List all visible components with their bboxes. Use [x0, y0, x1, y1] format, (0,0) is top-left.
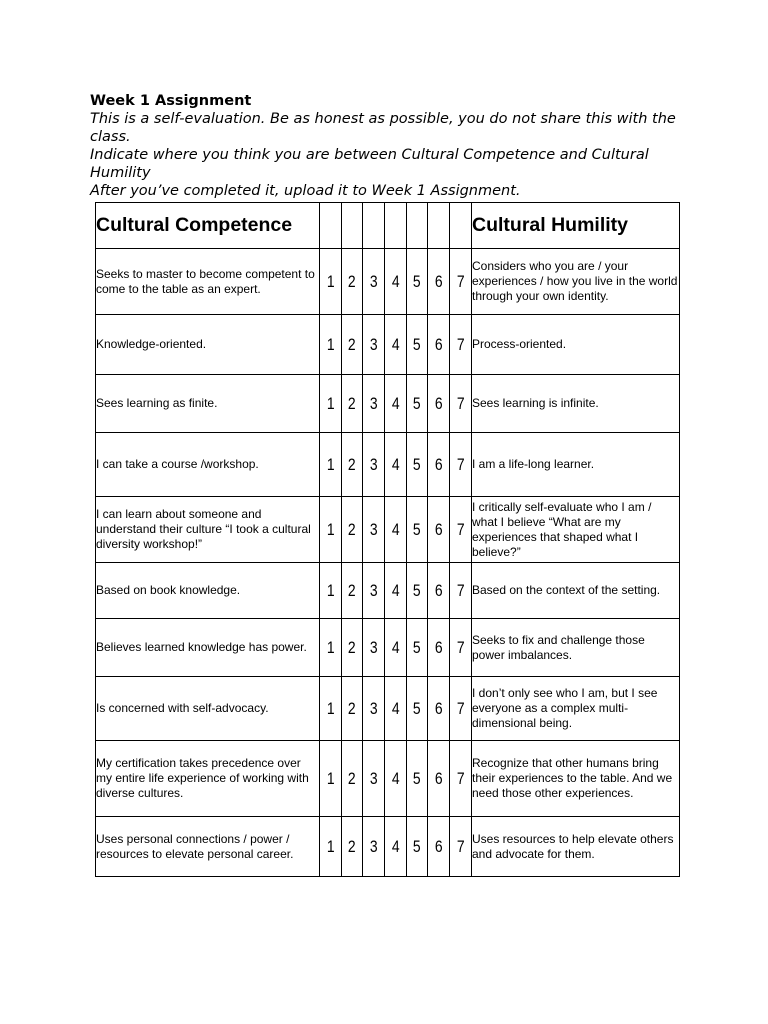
scale-number: 7 [456, 698, 465, 718]
scale-option-1[interactable] [320, 741, 342, 817]
scale-option-5[interactable] [407, 249, 428, 315]
scale-option-2[interactable] [342, 433, 363, 497]
scale-option-6[interactable] [428, 619, 450, 677]
scale-number: 1 [326, 580, 335, 600]
scale-number: 1 [326, 334, 335, 354]
scale-number: 3 [369, 454, 378, 474]
scale-option-3[interactable] [363, 249, 385, 315]
scale-option-6[interactable] [428, 315, 450, 375]
table-row [96, 817, 680, 877]
scale-option-7[interactable] [450, 375, 472, 433]
scale-number: 7 [456, 836, 465, 856]
scale-number: 4 [391, 580, 400, 600]
scale-option-1[interactable] [320, 249, 342, 315]
scale-option-6[interactable] [428, 817, 450, 877]
scale-number: 6 [434, 334, 443, 354]
scale-option-3[interactable] [363, 497, 385, 563]
scale-option-4[interactable] [385, 375, 407, 433]
scale-number: 6 [434, 271, 443, 291]
table-row [96, 741, 680, 817]
table-row [96, 677, 680, 741]
table-row [96, 249, 680, 315]
scale-number: 5 [413, 698, 421, 718]
scale-number: 5 [413, 836, 421, 856]
scale-number: 5 [413, 519, 421, 539]
scale-number: 6 [434, 580, 443, 600]
scale-number: 2 [348, 580, 356, 600]
heading-cultural-competence: Cultural Competence [96, 203, 320, 249]
scale-option-7[interactable] [450, 563, 472, 619]
scale-number: 5 [413, 768, 421, 788]
scale-option-7[interactable] [450, 619, 472, 677]
competence-statement: Believes learned knowledge has power. [96, 619, 320, 677]
scale-number: 6 [434, 454, 443, 474]
scale-option-6[interactable] [428, 563, 450, 619]
humility-statement: Considers who you are / your experiences / how you live in the world through your own identity. [472, 249, 680, 315]
humility-statement: Recognize that other humans bring their experiences to the table. And we need those other experiences. [472, 741, 680, 817]
scale-option-5[interactable] [407, 315, 428, 375]
scale-number: 1 [326, 698, 335, 718]
scale-option-4[interactable] [385, 619, 407, 677]
scale-number: 2 [348, 519, 356, 539]
scale-option-3[interactable] [363, 677, 385, 741]
scale-option-7[interactable] [450, 315, 472, 375]
heading-scale-blank [407, 203, 428, 249]
scale-option-4[interactable] [385, 249, 407, 315]
competence-statement: Seeks to master to become competent to come to the table as an expert. [96, 249, 320, 315]
scale-number: 5 [413, 393, 421, 413]
scale-option-2[interactable] [342, 249, 363, 315]
scale-option-5[interactable] [407, 433, 428, 497]
scale-option-3[interactable] [363, 741, 385, 817]
scale-number: 2 [348, 836, 356, 856]
humility-statement: I critically self-evaluate who I am / what I believe “What are my experiences that shaped what I believe?” [472, 497, 680, 563]
scale-option-6[interactable] [428, 249, 450, 315]
scale-number: 3 [369, 334, 378, 354]
scale-number: 3 [369, 393, 378, 413]
scale-number: 1 [326, 454, 335, 474]
scale-number: 1 [326, 836, 335, 856]
scale-number: 3 [369, 271, 378, 291]
scale-number: 6 [434, 698, 443, 718]
humility-statement: I don’t only see who I am, but I see everyone as a complex multi-dimensional being. [472, 677, 680, 741]
scale-option-2[interactable] [342, 677, 363, 741]
competence-statement: My certification takes precedence over my entire life experience of working with diverse cultures. [96, 741, 320, 817]
scale-option-1[interactable] [320, 375, 342, 433]
scale-option-4[interactable] [385, 497, 407, 563]
scale-option-3[interactable] [363, 563, 385, 619]
table-row [96, 619, 680, 677]
table-row [96, 375, 680, 433]
competence-statement: Is concerned with self-advocacy. [96, 677, 320, 741]
scale-number: 7 [456, 580, 465, 600]
self-evaluation-table [95, 202, 680, 877]
scale-option-6[interactable] [428, 497, 450, 563]
scale-number: 7 [456, 454, 465, 474]
scale-option-3[interactable] [363, 375, 385, 433]
table-row [96, 563, 680, 619]
scale-option-5[interactable] [407, 497, 428, 563]
scale-number: 6 [434, 836, 443, 856]
scale-number: 2 [348, 768, 356, 788]
competence-statement: I can learn about someone and understand their culture “I took a cultural diversity workshop!” [96, 497, 320, 563]
heading-scale-blank [385, 203, 407, 249]
scale-option-5[interactable] [407, 817, 428, 877]
scale-number: 6 [434, 637, 443, 657]
scale-option-2[interactable] [342, 741, 363, 817]
assignment-header [90, 92, 680, 200]
scale-number: 7 [456, 637, 465, 657]
competence-statement: I can take a course /workshop. [96, 433, 320, 497]
scale-option-7[interactable] [450, 433, 472, 497]
scale-number: 6 [434, 768, 443, 788]
scale-option-3[interactable] [363, 619, 385, 677]
scale-number: 4 [391, 271, 400, 291]
scale-option-1[interactable] [320, 315, 342, 375]
scale-option-2[interactable] [342, 619, 363, 677]
scale-option-4[interactable] [385, 563, 407, 619]
scale-number: 4 [391, 454, 400, 474]
scale-option-3[interactable] [363, 817, 385, 877]
scale-option-5[interactable] [407, 563, 428, 619]
scale-option-7[interactable] [450, 741, 472, 817]
scale-number: 3 [369, 519, 378, 539]
table-header-row [96, 203, 680, 249]
scale-number: 1 [326, 637, 335, 657]
scale-number: 4 [391, 393, 400, 413]
scale-option-4[interactable] [385, 817, 407, 877]
table-row [96, 497, 680, 563]
scale-number: 2 [348, 393, 356, 413]
scale-number: 1 [326, 768, 335, 788]
scale-option-1[interactable] [320, 817, 342, 877]
heading-scale-blank [363, 203, 385, 249]
scale-number: 4 [391, 836, 400, 856]
scale-number: 7 [456, 271, 465, 291]
scale-number: 5 [413, 637, 421, 657]
instruction-line-1: This is a self-evaluation. Be as honest as possible, you do not share this with the class. [90, 111, 676, 145]
table-row [96, 433, 680, 497]
assignment-title: Week 1 Assignment [90, 93, 252, 109]
instruction-line-2: Indicate where you think you are between Cultural Competence and Cultural Humility [90, 147, 649, 181]
scale-number: 1 [326, 519, 335, 539]
scale-option-4[interactable] [385, 315, 407, 375]
scale-option-1[interactable] [320, 433, 342, 497]
scale-option-1[interactable] [320, 619, 342, 677]
scale-number: 3 [369, 836, 378, 856]
scale-number: 5 [413, 580, 421, 600]
humility-statement: I am a life-long learner. [472, 433, 680, 497]
scale-number: 1 [326, 393, 335, 413]
scale-option-7[interactable] [450, 249, 472, 315]
scale-number: 7 [456, 768, 465, 788]
scale-option-2[interactable] [342, 817, 363, 877]
scale-number: 3 [369, 637, 378, 657]
scale-option-4[interactable] [385, 741, 407, 817]
scale-option-2[interactable] [342, 375, 363, 433]
humility-statement: Based on the context of the setting. [472, 563, 680, 619]
competence-statement: Uses personal connections / power / resources to elevate personal career. [96, 817, 320, 877]
scale-number: 3 [369, 768, 378, 788]
humility-statement: Seeks to fix and challenge those power imbalances. [472, 619, 680, 677]
scale-number: 5 [413, 271, 421, 291]
heading-scale-blank [428, 203, 450, 249]
heading-scale-blank [450, 203, 472, 249]
scale-number: 7 [456, 334, 465, 354]
scale-number: 2 [348, 334, 356, 354]
scale-option-6[interactable] [428, 741, 450, 817]
scale-number: 3 [369, 698, 378, 718]
scale-option-3[interactable] [363, 315, 385, 375]
heading-scale-blank [320, 203, 342, 249]
competence-statement: Based on book knowledge. [96, 563, 320, 619]
instruction-line-3: After you’ve completed it, upload it to Week 1 Assignment. [90, 183, 521, 199]
heading-cultural-humility: Cultural Humility [472, 203, 680, 249]
competence-statement: Sees learning as finite. [96, 375, 320, 433]
scale-number: 2 [348, 698, 356, 718]
scale-number: 2 [348, 271, 356, 291]
scale-number: 4 [391, 698, 400, 718]
scale-number: 5 [413, 334, 421, 354]
scale-option-5[interactable] [407, 375, 428, 433]
scale-number: 4 [391, 334, 400, 354]
scale-option-5[interactable] [407, 677, 428, 741]
scale-number: 1 [326, 271, 335, 291]
scale-number: 6 [434, 393, 443, 413]
scale-option-7[interactable] [450, 817, 472, 877]
scale-number: 5 [413, 454, 421, 474]
scale-option-5[interactable] [407, 741, 428, 817]
scale-number: 2 [348, 637, 356, 657]
scale-option-1[interactable] [320, 563, 342, 619]
scale-number: 2 [348, 454, 356, 474]
competence-statement: Knowledge-oriented. [96, 315, 320, 375]
scale-option-7[interactable] [450, 497, 472, 563]
scale-number: 6 [434, 519, 443, 539]
scale-option-1[interactable] [320, 677, 342, 741]
scale-option-1[interactable] [320, 497, 342, 563]
scale-number: 7 [456, 393, 465, 413]
scale-number: 4 [391, 768, 400, 788]
scale-option-2[interactable] [342, 315, 363, 375]
humility-statement: Uses resources to help elevate others and advocate for them. [472, 817, 680, 877]
table-row [96, 315, 680, 375]
scale-option-6[interactable] [428, 677, 450, 741]
humility-statement: Process-oriented. [472, 315, 680, 375]
scale-option-3[interactable] [363, 433, 385, 497]
scale-number: 7 [456, 519, 465, 539]
scale-option-4[interactable] [385, 433, 407, 497]
scale-option-5[interactable] [407, 619, 428, 677]
scale-number: 4 [391, 519, 400, 539]
scale-number: 4 [391, 637, 400, 657]
scale-option-4[interactable] [385, 677, 407, 741]
humility-statement: Sees learning is infinite. [472, 375, 680, 433]
scale-number: 3 [369, 580, 378, 600]
scale-option-6[interactable] [428, 375, 450, 433]
scale-option-6[interactable] [428, 433, 450, 497]
heading-scale-blank [342, 203, 363, 249]
scale-option-2[interactable] [342, 497, 363, 563]
scale-option-7[interactable] [450, 677, 472, 741]
scale-option-2[interactable] [342, 563, 363, 619]
